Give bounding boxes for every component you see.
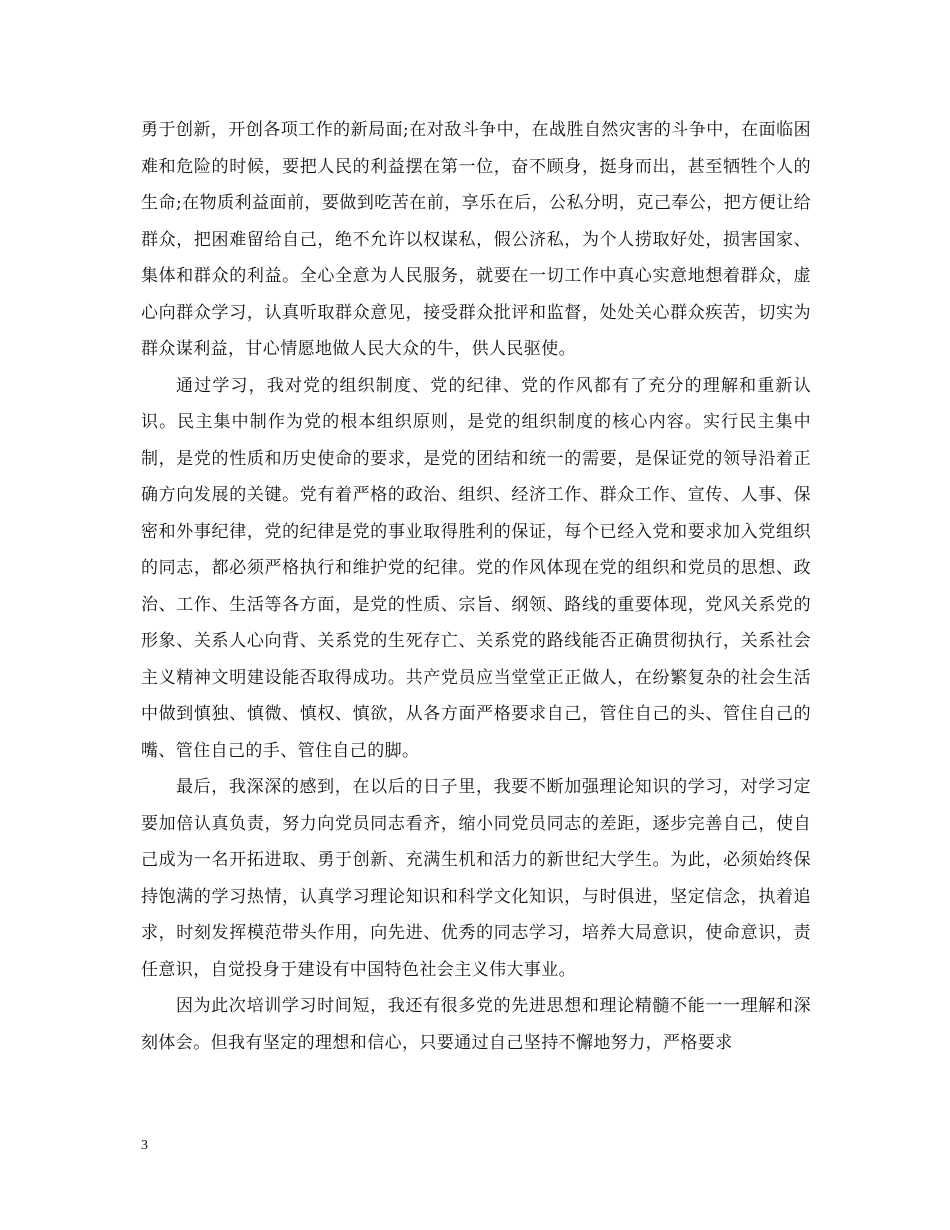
document-body: [141, 112, 811, 1061]
paragraph-2: 通过学习，我对党的组织制度、党的纪律、党的作风都有了充分的理解和重新认识。民主集中制作为党的根本组织原则，是党的组织制度的核心内容。实行民主集中制，是党的性质和历史使命的要求，是党的团结和统一的需要，是保证党的领导沿着正确方向发展的关键。党有着严格的政治、组织、经济工作、群众工作、宣传、人事、保密和外事纪律，党的纪律是党的事业取得胜利的保证，每个已经入党和要求加入党组织的同志，都必须严格执行和维护党的纪律。党的作风体现在党的组织和党员的思想、政治、工作、生活等各方面，是党的性质、宗旨、纲领、路线的重要体现，党风关系党的形象、关系人心向背、关系党的生死存亡、关系党的路线能否正确贯彻执行，关系社会主义精神文明建设能否取得成功。共产党员应当堂堂正正做人，在纷繁复杂的社会生活中做到慎独、慎微、慎权、慎欲，从各方面严格要求自己，管住自己的头、管住自己的嘴、管住自己的手、管住自己的脚。: [141, 375, 811, 761]
page-number: 3: [141, 1138, 148, 1153]
paragraph-3: 最后，我深深的感到，在以后的日子里，我要不断加强理论知识的学习，对学习定要加倍认真负责，努力向党员同志看齐，缩小同党员同志的差距，逐步完善自己，使自己成为一名开拓进取、勇于创新、充满生机和活力的新世纪大学生。为此，必须始终保持饱满的学习热情，认真学习理论知识和科学文化知识，与时俱进，坚定信念，执着追求，时刻发挥模范带头作用，向先进、优秀的同志学习，培养大局意识，使命意识，责任意识，自觉投身于建设有中国特色社会主义伟大事业。: [141, 777, 811, 980]
paragraph-4: 因为此次培训学习时间短，我还有很多党的先进思想和理论精髓不能一一理解和深刻体会。但我有坚定的理想和信心，只要通过自己坚持不懈地努力，严格要求: [141, 996, 811, 1053]
paragraph-1: 勇于创新，开创各项工作的新局面;在对敌斗争中，在战胜自然灾害的斗争中，在面临困难和危险的时候，要把人民的利益摆在第一位，奋不顾身，挺身而出，甚至牺牲个人的生命;在物质利益面前，要做到吃苦在前，享乐在后，公私分明，克己奉公，把方便让给群众，把困难留给自己，绝不允许以权谋私，假公济私，为个人捞取好处，损害国家、集体和群众的利益。全心全意为人民服务，就要在一切工作中真心实意地想着群众，虚心向群众学习，认真听取群众意见，接受群众批评和监督，处处关心群众疾苦，切实为群众谋利益，甘心情愿地做人民大众的牛，供人民驱使。: [141, 120, 811, 359]
